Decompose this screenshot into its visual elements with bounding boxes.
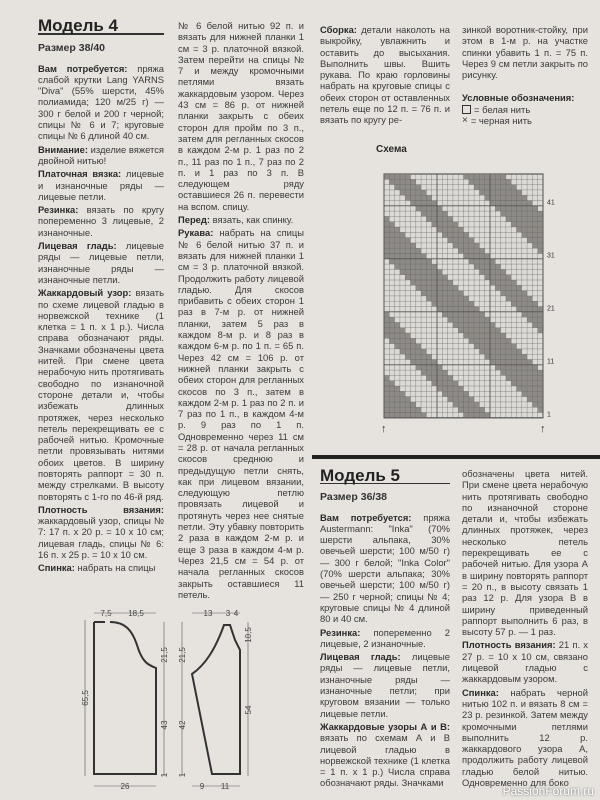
paragraph (320, 24, 450, 126)
row-label: 11 (547, 358, 555, 366)
dim-label: 3 (225, 609, 231, 618)
paragraph-text: попеременно 2 лицевые, 2 изнаночные. (320, 626, 450, 649)
paragraph-label: Жаккардовые узоры А и В: (320, 720, 450, 732)
paragraph-label: Перед: (178, 214, 210, 226)
dim-label: 26 (120, 782, 130, 791)
paragraph-text: вязать по схеме лицевой гладью в норвежской технике (1 клетка = 1 п. x 1 р.). Числа справа обозначают ряды. Значками обозначены цвета нитей. При смене цвета нерабочую нить протягивать свободно по изнаночной стороне детали и, чтобы избежать длинных протяжек, через несколько петель перекрещивать ее с рабочей нитью. Кромочные петли провязывать нитями обоих цветов. В ширину повторять раппорт = 30 п. между стрелками. В высоту повторять с 1-го по 46-й ряд. (38, 287, 164, 502)
paragraph (38, 287, 164, 502)
model5-column-2 (462, 468, 588, 790)
paragraph (462, 639, 588, 684)
paragraph (38, 168, 164, 202)
pattern-schematic (0, 570, 310, 800)
dim-label: 1 (178, 772, 187, 778)
model5-col1-text (320, 512, 450, 789)
model5-separator (312, 455, 600, 459)
cross-icon: × (462, 115, 468, 127)
dim-label: 21,5 (178, 647, 187, 663)
paragraph (320, 651, 450, 719)
paragraph-text: набрать черной нитью 102 п. и вязать 8 см = 23 р. резинкой. Затем между кромочными петлями выполнить 12 р. жаккардового узора А, продолжить работу лицевой гладью белой нитью. Одновременно для боко (462, 686, 588, 789)
paragraph-text: обозначены цвета нитей. При смене цвета нерабочую нить протягивать свободно по изнаночной стороне детали и, чтобы избежать длинных протяжек, через несколько петель перекрещивать ее с рабочей нитью. Для узора А в ширину повторять раппорт = 20 п., в высоту связать 1 раз 12 р. Для узора В в ширину приведенный раппорт выполнить 6 раз, в высоту 57 р. — 1 раз. (462, 468, 588, 638)
row-label: 1 (547, 411, 551, 419)
repeat-arrow-right: ↑ (540, 422, 546, 434)
paragraph-text: 21 п. x 27 р. = 10 x 10 см, связано лицевой гладью с жаккардовым узором. (462, 639, 588, 685)
watermark: PassionForum.ru (502, 784, 594, 798)
dim-label: 10,5 (244, 627, 253, 643)
model4-column-3 (320, 24, 450, 128)
paragraph-label: Платочная вязка: (38, 168, 122, 180)
paragraph (178, 20, 304, 212)
paragraph-text: вязать по кругу попеременно 3 лицевые, 2 изнаночные. (38, 204, 164, 238)
dim-label: 54 (244, 705, 253, 715)
paragraph-label: Плотность вязания: (462, 639, 556, 651)
dim-label: 42 (178, 720, 187, 730)
paragraph-text: набрать на спицы (74, 562, 156, 574)
paragraph-text: пряжа слабой крутки Lang YARNS "Diva" (55% шерсти, 45% полиамида; 120 м/25 г) — 300 г белой и 200 г черной; спицы № 6 и 7; круговые спицы № 6 длиной 40 см. (38, 62, 164, 142)
repeat-arrow-left: ↑ (381, 422, 387, 434)
collar-text (462, 24, 588, 80)
model4-column-2 (178, 20, 304, 602)
dim-label: 4 (233, 609, 239, 618)
paragraph (462, 687, 588, 789)
paragraph-text: лицевые и изнаночные ряды — лицевые петли. (38, 168, 164, 202)
dim-label: 65,5 (81, 690, 90, 706)
model4-column-1 (38, 16, 164, 576)
model5-col2-text (462, 468, 588, 788)
paragraph (38, 144, 164, 167)
dim-label: 43 (160, 720, 169, 730)
dim-label: 11 (220, 782, 230, 791)
paragraph (38, 63, 164, 142)
paragraph-text: № 6 белой нитью 92 п. и вязать для нижней планки 1 см = 3 р. платочной вязкой. Затем перейти на спицы № 7 и между кромочными петлями вязать жаккардовым узором. Через 43 см = 86 р. от нижней планки закрыть с обеих сторон для пройм по 3 п., затем для регланных скосов в каждом 2-м р. 1 раз по 2 п., 11 раз по 1 п., 7 раз по 2 п. и 1 раз по 3 п. В следующем ряду оставшиеся 26 п. перевести на вспом. спицу. (178, 20, 304, 212)
paragraph-label: Спинка: (462, 686, 499, 698)
legend-white: = белая нить (462, 104, 588, 115)
paragraph-text: пряжа Austermann: "Inka" (70% шерсти альпака, 30% овечьей шерсти; 100 м/50 г) — 300 г белой; "Inka Color" (70% шерсти альпака; 30% овечьей шерсти; 100 м/50 г) — 250 г черной; спицы № 4; круговые спицы № 4 длиной 80 и 40 см. (320, 511, 450, 625)
paragraph (320, 627, 450, 650)
paragraph-label: Сборка: (320, 24, 357, 35)
dim-label: 1 (160, 772, 169, 778)
paragraph (320, 721, 450, 789)
paragraph (178, 214, 304, 225)
paragraph-text: изделие вяжется двойной нитью! (38, 143, 164, 166)
dim-label: 13 (203, 609, 213, 618)
paragraph-label: Лицевая гладь: (320, 651, 401, 663)
dim-label: 21,5 (160, 647, 169, 663)
dim-label: 9 (199, 782, 205, 791)
paragraph (462, 24, 588, 80)
model4-column-4 (462, 24, 588, 126)
paragraph (38, 504, 164, 560)
legend (462, 92, 588, 126)
assembly-text (320, 24, 450, 126)
model4-col1-text (38, 63, 164, 574)
paragraph (38, 240, 164, 285)
paragraph-label: Плотность вязания: (38, 503, 164, 515)
row-label: 21 (547, 305, 555, 313)
white-square-icon (462, 105, 471, 114)
dim-label: 18,5 (128, 609, 144, 618)
chart-title: Схема (376, 144, 407, 155)
paragraph-text: жаккардовый узор, спицы № 7: 17 п. x 20 р. = 10 x 10 см; лицевая гладь, спицы № 6: 16 п. x 25 р. = 10 x 10 см. (38, 515, 164, 561)
paragraph (38, 204, 164, 238)
dim-label: 7,5 (100, 609, 112, 618)
paragraph-label: Вам потребуется: (320, 511, 412, 523)
paragraph-text: лицевые ряды — лицевые петли, изнаночные ряды — изнаночные петли; при круговом вязании — только лицевые петли. (320, 651, 450, 719)
model5-size: Размер 36/38 (320, 491, 388, 504)
paragraph-text: набрать на спицы № 6 белой нитью 37 п. и вязать для нижней планки 1 см = 3 р. платочной вязкой. Продолжить работу лицевой гладью. Для скосов прибавить с обеих сторон 1 раз в 7-м р. от нижней планки, затем 5 раз в каждом 8-м р. и 8 раз в каждом 6-м р. по 1 п. = 65 п. Через 42 см = 106 р. от нижней планки закрыть с обеих сторон для регланных скосов по 3 п., затем в каждом 2-м р. 1 раз по 2 п. и 7 раз по 1 п., в каждом 4-м р. 9 раз по 1 п. Одновременно через 11 см = 28 р. от начала регланных скосов среднюю и предыдущую петли снять, как при лицевом вязании, следующую петлю провязать лицевой и протянуть через нее снятые петли. Эту убавку повторить 2 раза в каждом 2-м р. и еще 3 раза в каждом 4-м р. Через 21,5 см = 54 р. от начала регланных скосов закрыть оставшиеся 11 петель. (178, 227, 304, 600)
paragraph-label: Спинка: (38, 562, 75, 574)
paragraph-text: лицевые ряды — лицевые петли, изнаночные ряды — изнаночные петли. (38, 240, 164, 285)
paragraph-label: Вам потребуется: (38, 62, 128, 74)
paragraph-label: Резинка: (38, 204, 79, 216)
legend-black: × = черная нить (462, 115, 532, 127)
paragraph-text: вязать, как спинку. (209, 214, 294, 226)
model4-col2-text (178, 20, 304, 600)
paragraph (320, 512, 450, 625)
paragraph-text: вязать по схемам А и В лицевой гладью в норвежской технике (1 клетка = 1 п. x 1 р.) Числа справа обозначают ряды. Значками (320, 732, 450, 789)
legend-title: Условные обозначения: (462, 92, 575, 104)
paragraph-label: Лицевая гладь: (38, 240, 117, 252)
paragraph-label: Рукава: (178, 227, 214, 239)
row-label: 31 (547, 252, 555, 260)
model5-title: Модель 5 (320, 470, 450, 484)
model5-column-1 (320, 466, 450, 791)
paragraph-text: детали наколоть на выкройку, увлажнить и оставить до высыхания. Выполнить швы. Вшить рукава. По краю горловины набрать на круговые спицы с обеих сторон от оставленных петель еще по 12 п. = 76 п. и вязать по кругу ре- (320, 24, 450, 126)
model4-title: Модель 4 (38, 20, 164, 35)
paragraph (462, 468, 588, 637)
paragraph (178, 227, 304, 600)
paragraph-label: Внимание: (38, 143, 88, 155)
paragraph-text: зинкой воротник-стойку, при этом в 1-м р. на участке спинки убавить 1 п. = 75 п. Через 9 см петли закрыть по рисунку. (462, 24, 588, 81)
paragraph-label: Жаккардовый узор: (38, 287, 132, 299)
paragraph-label: Резинка: (320, 626, 361, 638)
jacquard-chart (376, 164, 576, 434)
model4-size: Размер 38/40 (38, 42, 106, 55)
row-label: 41 (547, 199, 555, 207)
